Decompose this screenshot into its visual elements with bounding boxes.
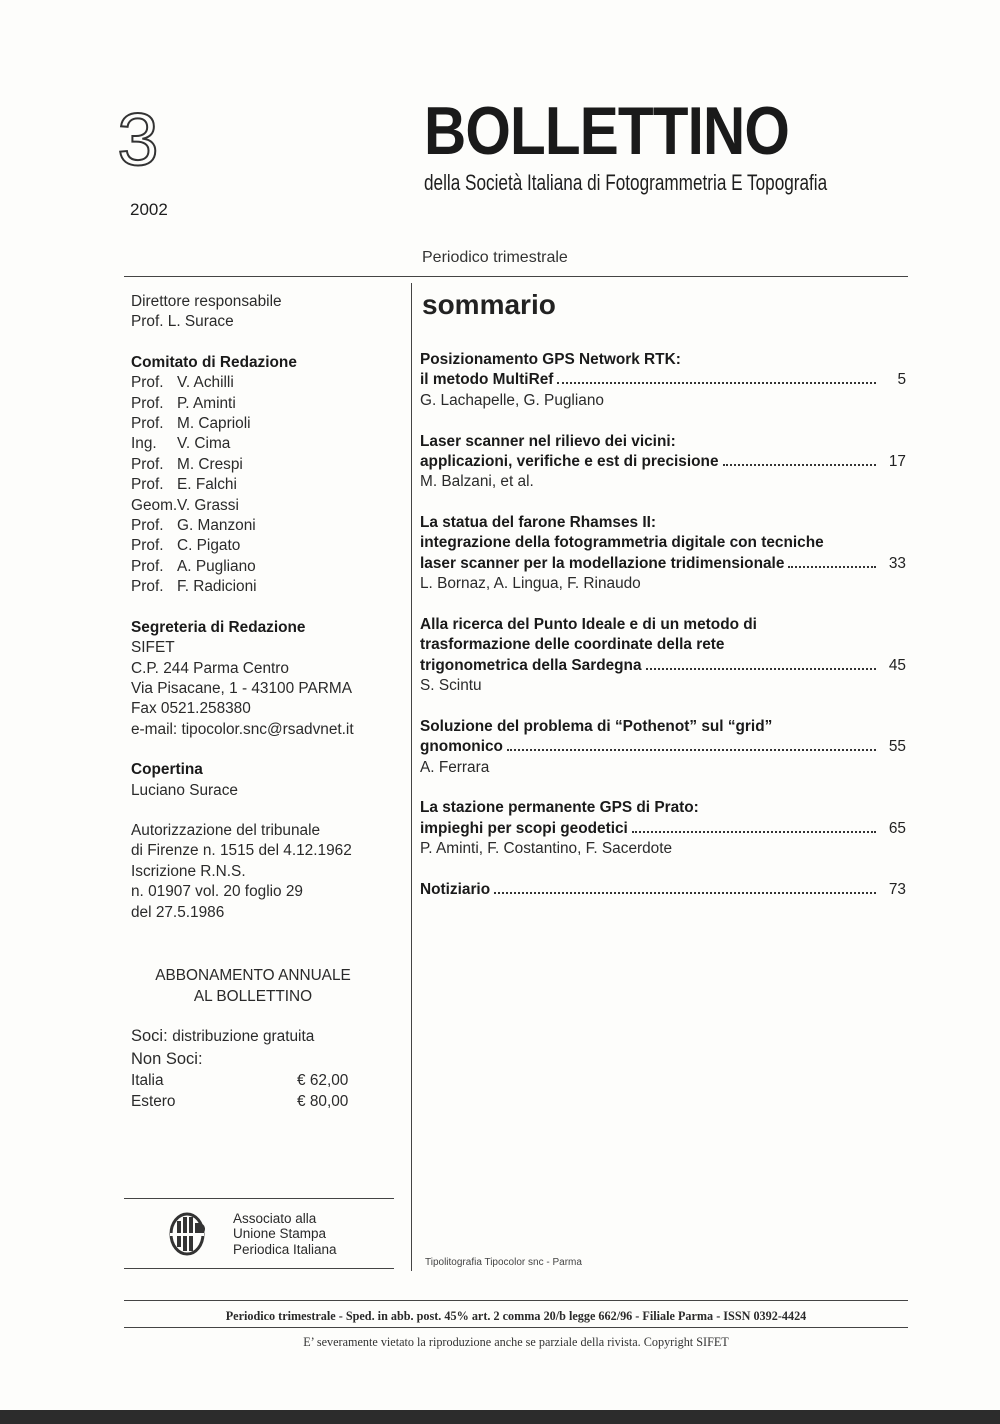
toc-title-last-line [420, 880, 906, 900]
authorization-line: n. 01907 vol. 20 foglio 29 [131, 883, 303, 901]
authorization-list [131, 821, 401, 923]
toc-title-line: integrazione della fotogrammetria digitale con tecniche [420, 534, 824, 552]
price-region: Italia [131, 1072, 164, 1089]
toc-page-number: 5 [897, 371, 906, 389]
footer-top-rule [124, 1300, 908, 1301]
printer-credit: Tipolitografia Tipocolor snc - Parma [425, 1257, 582, 1268]
association-bottom-rule [124, 1268, 394, 1269]
toc-title-text: gnomonico [420, 738, 503, 756]
association-text [233, 1211, 337, 1257]
toc-title-text: applicazioni, verifiche e est di precisione [420, 452, 719, 470]
issue-year: 2002 [130, 200, 168, 219]
member-title: Prof. [131, 415, 164, 433]
price-value: € 80,00 [297, 1093, 349, 1110]
committee-member [131, 455, 401, 475]
toc-authors: P. Aminti, F. Costantino, F. Sacerdote [420, 840, 673, 858]
toc-entry [420, 798, 906, 859]
members-label: Soci: [131, 1027, 168, 1045]
member-title: Ing. [131, 435, 157, 453]
association-top-rule [124, 1198, 394, 1199]
committee-member [131, 414, 401, 434]
toc-title-line: Soluzione del problema di “Pothenot” sul “grid” [420, 717, 773, 735]
committee-section [131, 353, 401, 598]
toc-page-number: 45 [888, 656, 906, 674]
secretariat-line: SIFET [131, 639, 175, 657]
subscription-title-line1: ABBONAMENTO ANNUALE [155, 967, 351, 984]
toc-title-text: trigonometrica della Sardegna [420, 656, 642, 674]
committee-member [131, 557, 401, 577]
toc-page-number: 65 [888, 819, 906, 837]
cover-credit: Luciano Surace [131, 781, 238, 799]
member-title: Prof. [131, 557, 164, 575]
dot-leader [494, 892, 876, 894]
authorization-line: Autorizzazione del tribunale [131, 821, 321, 839]
cover-heading: Copertina [131, 761, 203, 779]
member-name: P. Aminti [177, 394, 236, 412]
toc-page-number: 73 [888, 880, 906, 898]
director-section [131, 292, 401, 333]
toc-title-line: Laser scanner nel rilievo dei vicini: [420, 432, 676, 450]
director-heading: Direttore responsabile [131, 293, 282, 310]
cover-section [131, 760, 401, 801]
toc-entry [420, 350, 906, 411]
committee-member [131, 536, 401, 556]
subscription-title-line2: AL BOLLETTINO [193, 988, 313, 1005]
toc-title-last-line [420, 737, 906, 757]
member-name: F. Radicioni [177, 578, 257, 596]
secretariat-line: Fax 0521.258380 [131, 700, 251, 718]
toc-title-line: Posizionamento GPS Network RTK: [420, 351, 681, 368]
member-name: M. Crespi [177, 455, 243, 473]
price-region: Estero [131, 1093, 176, 1110]
toc-authors: M. Balzani, et al. [420, 473, 534, 491]
dot-leader [646, 668, 876, 670]
members-value: distribuzione gratuita [172, 1028, 315, 1045]
authorization-line: Iscrizione R.N.S. [131, 862, 246, 880]
price-row [131, 1070, 375, 1091]
secretariat-line: Via Pisacane, 1 - 43100 PARMA [131, 679, 353, 697]
dot-leader [723, 464, 876, 466]
price-value: € 62,00 [297, 1072, 349, 1089]
member-name: V. Cima [177, 435, 231, 453]
table-of-contents [420, 350, 906, 921]
committee-member [131, 394, 401, 414]
member-name: E. Falchi [177, 476, 237, 494]
toc-authors: G. Lachapelle, G. Pugliano [420, 391, 604, 409]
dot-leader [557, 382, 876, 384]
member-name: A. Pugliano [177, 557, 256, 575]
dot-leader [788, 566, 876, 568]
toc-entry [420, 432, 906, 493]
toc-title-text: laser scanner per la modellazione tridimensionale [420, 554, 785, 572]
masthead-title: BOLLETTINO [424, 93, 789, 169]
member-title: Prof. [131, 455, 164, 473]
toc-title-last-line [420, 370, 906, 390]
secretariat-line: C.P. 244 Parma Centro [131, 659, 289, 677]
summary-heading: sommario [422, 289, 556, 320]
member-title: Prof. [131, 476, 164, 494]
toc-page-number: 17 [888, 452, 906, 470]
member-name: V. Grassi [177, 496, 239, 514]
member-title: Prof. [131, 374, 164, 392]
toc-title-line: trasformazione delle coordinate della rete [420, 636, 725, 654]
member-title: Prof. [131, 517, 164, 535]
usp-logo-icon [166, 1211, 208, 1257]
committee-member [131, 475, 401, 495]
authorization-section [131, 821, 401, 923]
toc-title-text: impieghi per scopi geodetici [420, 819, 628, 837]
masthead-subtitle: della Società Italiana di Fotogrammetria E Topografia [424, 170, 828, 195]
association-line: Unione Stampa [233, 1226, 327, 1242]
column-divider [411, 283, 412, 1271]
toc-title-text: Notiziario [420, 880, 491, 898]
toc-title-text: il metodo MultiRef [420, 371, 554, 389]
scan-edge-bar [0, 1410, 1000, 1424]
toc-title-last-line [420, 656, 906, 676]
footer-copyright: E’ severamente vietato la riproduzione anche se parziale della rivista. Copyright SIFET [303, 1335, 729, 1349]
dot-leader [507, 749, 876, 751]
member-title: Prof. [131, 537, 164, 555]
periodicity-label: Periodico trimestrale [422, 249, 568, 266]
issue-number: 3 [117, 98, 159, 181]
toc-entry [420, 513, 906, 595]
footer-middle-rule [124, 1327, 908, 1328]
committee-member [131, 516, 401, 536]
committee-member [131, 373, 401, 393]
header-rule [124, 276, 908, 277]
committee-member [131, 577, 401, 597]
committee-list [131, 373, 401, 597]
toc-title-last-line [420, 819, 906, 839]
toc-title-line: Alla ricerca del Punto Ideale e di un metodo di [420, 615, 757, 633]
toc-title-line: La statua del farone Rhamses II: [420, 514, 657, 532]
committee-member [131, 496, 401, 516]
footer-postal-info: Periodico trimestrale - Sped. in abb. post. 45% art. 2 comma 20/b legge 662/96 - Filiale Parma - ISSN 0392-4424 [225, 1309, 807, 1323]
toc-page-number: 33 [888, 554, 906, 572]
association-line: Associato alla [233, 1211, 317, 1226]
toc-authors: A. Ferrara [420, 758, 490, 776]
members-row [131, 1025, 375, 1048]
toc-page-number: 55 [888, 738, 906, 756]
toc-title-line: La stazione permanente GPS di Prato: [420, 799, 699, 817]
secretariat-list [131, 638, 401, 740]
member-title: Prof. [131, 578, 164, 596]
member-name: V. Achilli [177, 374, 234, 392]
member-name: M. Caprioli [177, 415, 251, 433]
subscription-box [131, 965, 375, 1112]
toc-authors: L. Bornaz, A. Lingua, F. Rinaudo [420, 575, 641, 593]
director-name: Prof. L. Surace [131, 313, 234, 331]
member-name: G. Manzoni [177, 517, 256, 535]
secretariat-line: e-mail: tipocolor.snc@rsadvnet.it [131, 720, 354, 738]
subscription-title [131, 965, 375, 1007]
secretariat-section [131, 618, 401, 740]
association-line: Periodica Italiana [233, 1241, 337, 1257]
authorization-line: del 27.5.1986 [131, 903, 225, 921]
toc-title-last-line [420, 452, 906, 472]
toc-entry [420, 615, 906, 697]
toc-entry [420, 717, 906, 778]
price-row [131, 1091, 375, 1112]
committee-member [131, 434, 401, 454]
toc-authors: S. Scintu [420, 677, 482, 695]
secretariat-heading: Segreteria di Redazione [131, 618, 306, 636]
editorial-column [131, 292, 401, 943]
committee-heading: Comitato di Redazione [131, 353, 297, 371]
subscription-members [131, 1025, 375, 1070]
member-title: Prof. [131, 394, 164, 412]
non-members-label: Non Soci: [131, 1050, 203, 1068]
authorization-line: di Firenze n. 1515 del 4.12.1962 [131, 842, 352, 860]
toc-title-last-line [420, 554, 906, 574]
member-title: Geom. [131, 496, 178, 514]
member-name: C. Pigato [177, 537, 241, 555]
toc-entry [420, 880, 906, 900]
dot-leader [632, 831, 876, 833]
price-list [131, 1070, 375, 1112]
